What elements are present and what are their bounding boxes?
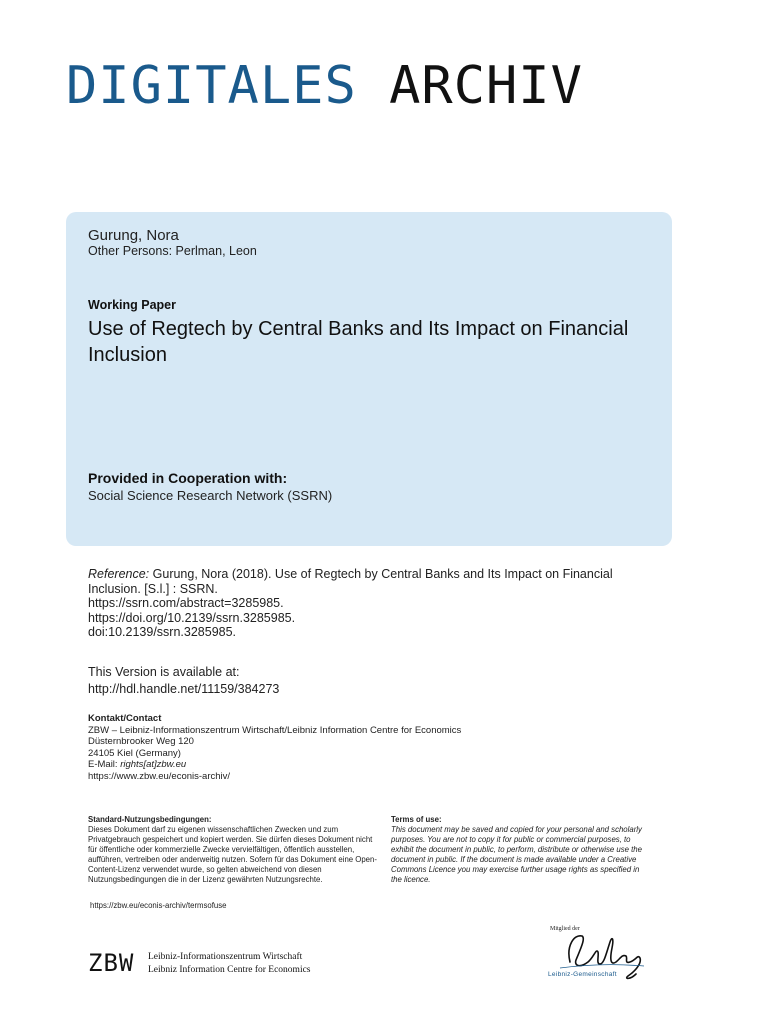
logo-word-digitales: DIGITALES: [66, 56, 357, 116]
contact-institution: ZBW – Leibniz-Informationszentrum Wirtschaft/Leibniz Information Centre for Economics: [88, 724, 462, 736]
reference-text: Gurung, Nora (2018). Use of Regtech by Central Banks and Its Impact on Financial Inclusion. [S.l.] : SSRN.: [88, 567, 613, 596]
contact-heading: Kontakt/Contact: [88, 713, 162, 724]
zbw-logo: ZBW: [88, 949, 135, 977]
reference-link-doi[interactable]: https://doi.org/10.2139/ssrn.3285985.: [88, 610, 296, 625]
zbw-name-de: Leibniz-Informationszentrum Wirtschaft: [148, 952, 303, 962]
terms-de-heading: Standard-Nutzungsbedingungen:: [88, 815, 212, 824]
record-card: [66, 212, 672, 546]
terms-de-block: [88, 815, 378, 885]
contact-street: Düsternbrooker Weg 120: [88, 736, 194, 747]
cooperation-label: Provided in Cooperation with:: [88, 470, 288, 486]
terms-en-heading: Terms of use:: [391, 815, 442, 824]
reference-link-ssrn[interactable]: https://ssrn.com/abstract=3285985.: [88, 596, 284, 610]
contact-block: [88, 713, 461, 782]
publication-type: Working Paper: [88, 298, 176, 312]
contact-email[interactable]: rights[at]zbw.eu: [120, 759, 187, 770]
cooperation-org: Social Science Research Network (SSRN): [88, 488, 333, 503]
terms-link[interactable]: https://zbw.eu/econis-archiv/termsofuse: [90, 901, 227, 910]
author: Gurung, Nora: [88, 227, 179, 244]
terms-en-body: This document may be saved and copied for your personal and scholarly purposes. You are not to copy it for public or commercial purposes, to exhibit the document in public, to perform, distribute or otherwise use the document in public. If the document is made available under a Creative Commons Licence you may exercise further usage rights as specified in the licence.: [391, 825, 642, 884]
zbw-names: [148, 951, 311, 976]
version-label: This Version is available at:: [88, 665, 240, 679]
leibniz-logo: [540, 924, 660, 994]
contact-city: 24105 Kiel (Germany): [88, 747, 181, 759]
other-persons: Other Persons: Perlman, Leon: [88, 244, 257, 258]
digitales-archiv-logo: [66, 56, 583, 116]
terms-de-body: Dieses Dokument darf zu eigenen wissenschaftlichen Zwecken und zum Privatgebrauch gespeichert und kopiert werden. Sie dürfen dieses Dokument nicht für öffentliche oder kommerzielle Zwecke vervielfältigen, öffentlich ausstellen, aufführen, vertreiben oder anderweitig nutzen. Sofern für das Dokument eine Open-Content-Lizenz verwendet wurde, so gelten abweichend von diesen Nutzungsbedingungen die in der Lizenz gewährten Nutzungsrechte.: [88, 825, 377, 884]
leibniz-signature-icon: [540, 924, 660, 994]
contact-website[interactable]: https://www.zbw.eu/econis-archiv/: [88, 770, 231, 782]
leibniz-member-label: Mitglied der: [550, 926, 580, 932]
leibniz-gemeinschaft: Leibniz-Gemeinschaft: [548, 971, 617, 978]
zbw-name-en: Leibniz Information Centre for Economics: [148, 964, 311, 975]
document-title: Use of Regtech by Central Banks and Its Impact on Financial Inclusion: [88, 318, 629, 366]
reference-doi: doi:10.2139/ssrn.3285985.: [88, 625, 237, 639]
version-url[interactable]: http://hdl.handle.net/11159/384273: [88, 682, 280, 696]
terms-en-block: [391, 815, 651, 885]
reference-label: Reference:: [88, 567, 150, 581]
logo-word-archiv: ARCHIV: [389, 56, 583, 116]
contact-email-line: [88, 759, 461, 771]
contact-email-label: E-Mail:: [88, 759, 118, 770]
version-block: [88, 664, 279, 698]
reference-block: [88, 567, 648, 640]
